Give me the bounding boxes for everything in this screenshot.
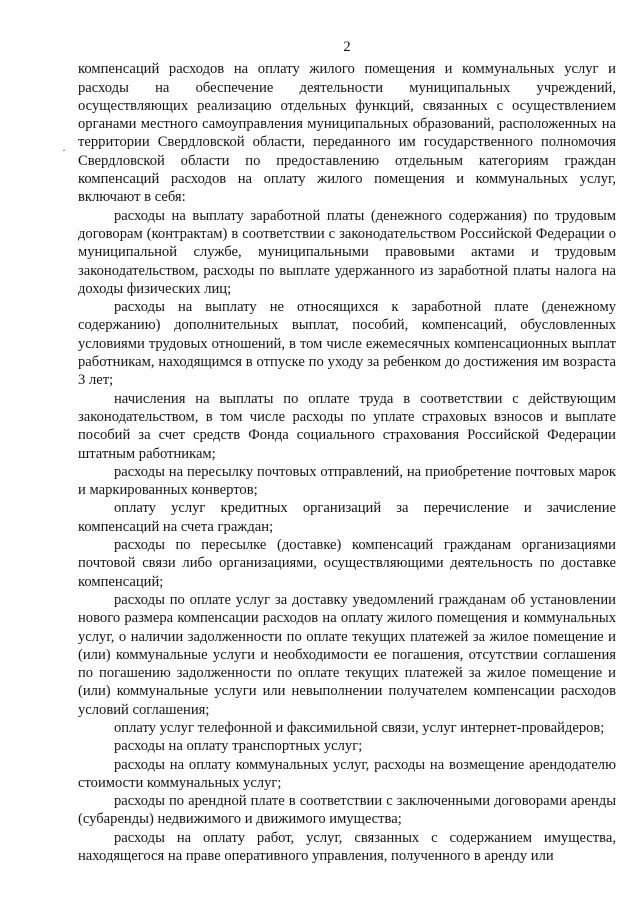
document-page	[78, 38, 616, 865]
page-number: 2	[343, 39, 351, 55]
paragraph-additional-payments: расходы на выплату не относящихся к заработной плате (денежному содержанию) дополнительных выплат, пособий, компенсаций, обусловленных условиями трудовых отношений, в том числе ежемесячных компенсационных выплат работникам, находящимся в отпуске по уходу за ребенком до достижения им возраста 3 лет;	[78, 299, 616, 389]
paragraph-payroll-charges: начисления на выплаты по оплате труда в соответствии с действующим законодательством, в том числе расходы по уплате страховых взносов и выплате пособий за счет средств Фонда социального страхования Российской Федерации штатным работникам;	[78, 390, 616, 462]
paragraph-telecom-services: оплату услуг телефонной и факсимильной связи, услуг интернет-провайдеров;	[114, 719, 605, 736]
paragraph-property-maintenance: расходы на оплату работ, услуг, связанных с содержанием имущества, находящегося на праве оперативного управления, полученного в аренду или	[78, 829, 616, 865]
paragraph-intro: компенсаций расходов на оплату жилого помещения и коммунальных услуг и расходы на обеспечение деятельности муниципальных учреждений, осуществляющих реализацию отдельных функций, связанных с осуществлением органами местного самоуправления муниципальных образований, расположенных на территории Свердловской области, переданного им государственного полномочия Свердловской области по предоставлению отдельным категориям граждан компенсаций расходов на оплату жилого помещения и коммунальных услуг, включают в себя:	[78, 61, 616, 206]
paragraph-notification-delivery: расходы по оплате услуг за доставку уведомлений гражданам об установлении нового размера компенсации расходов на оплату жилого помещения и коммунальных услуг, о наличии задолженности по оплате текущих платежей за жилое помещение и (или) коммунальные услуги и необходимости ее погашения, отсутствии соглашения по погашению задолженности по оплате текущих платежей за жилое помещение и (или) коммунальные услуги или невыполнении получателем компенсации расходов условий соглашения;	[78, 591, 616, 718]
paragraph-credit-org-services: оплату услуг кредитных организаций за перечисление и зачисление компенсаций на счета граждан;	[78, 500, 616, 535]
paragraph-salary: расходы на выплату заработной платы (денежного содержания) по трудовым договорам (контрактам) в соответствии с законодательством Российской Федерации о муниципальной службе, муниципальными правовыми актами и трудовым законодательством, расходы по выплате удержанного из заработной платы налога на доходы физических лиц;	[78, 207, 616, 297]
paragraph-postal-expenses: расходы на пересылку почтовых отправлений, на приобретение почтовых марок и маркированных конвертов;	[78, 463, 616, 499]
paragraph-utility-services: расходы на оплату коммунальных услуг, расходы на возмещение арендодателю стоимости коммунальных услуг;	[78, 756, 616, 791]
paragraph-delivery-compensations: расходы по пересылке (доставке) компенсаций гражданам организациями почтовой связи либо организациями, осуществляющими деятельность по доставке компенсаций;	[78, 537, 616, 590]
paragraph-rent: расходы по арендной плате в соответствии с заключенными договорами аренды (субаренды) недвижимого и движимого имущества;	[78, 793, 616, 828]
stray-scan-mark: ·	[62, 143, 66, 157]
paragraph-transport-services: расходы на оплату транспортных услуг;	[114, 738, 363, 755]
